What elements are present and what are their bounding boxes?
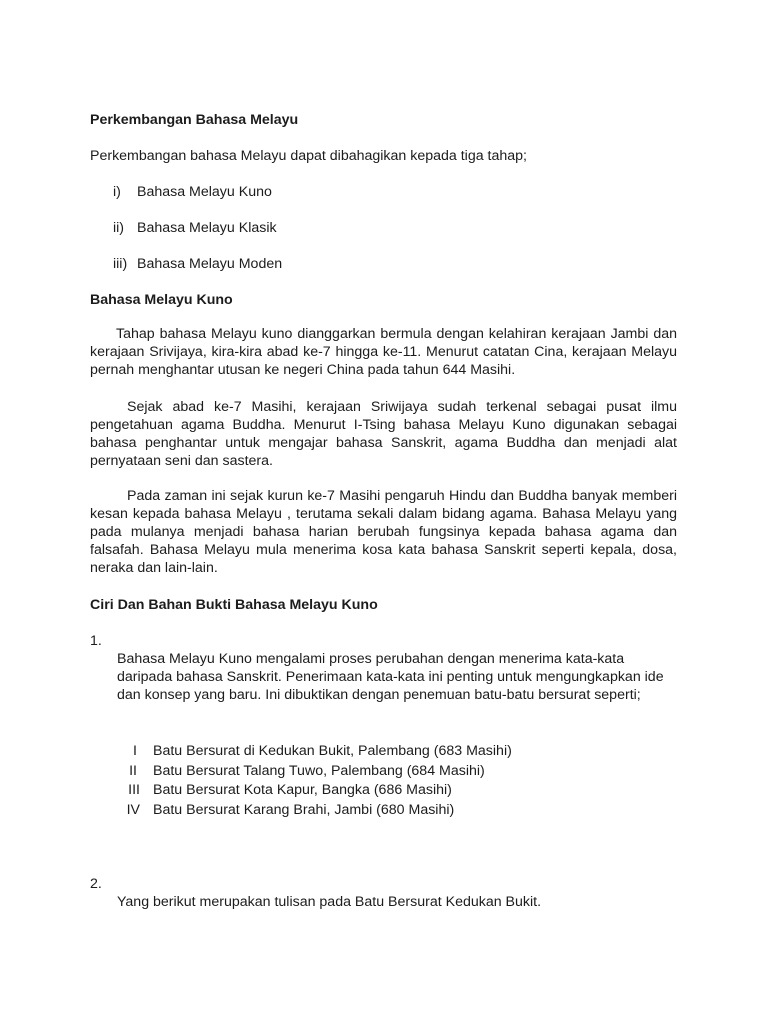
section-heading: Ciri Dan Bahan Bukti Bahasa Melayu Kuno [90, 597, 378, 613]
paragraph: Sejak abad ke-7 Masihi, kerajaan Sriwijaya sudah terkenal sebagai pusat ilmu pengetahuan agama Buddha. Menurut I-Tsing bahasa Melayu Kuno digunakan sebagai bahasa penghantar untuk mengajar bahasa Sanskrit, agama Buddha dan menjadi alat pernyataan seni dan sastera. [90, 399, 677, 469]
list-item-text: Bahasa Melayu Kuno mengalami proses perubahan dengan menerima kata-kata daripada bahasa Sanskrit. Penerimaan kata-kata ini penting untuk mengungkapkan ide dan konsep yang baru. Ini dibuktikan dengan penemuan batu-batu bersurat seperti; [117, 651, 664, 703]
stone-number: II [129, 763, 137, 779]
intro-text: Perkembangan bahasa Melayu dapat dibahagikan kepada tiga tahap; [90, 148, 527, 164]
stage-number: ii) [113, 220, 125, 236]
stone-text: Batu Bersurat di Kedukan Bukit, Palembang (683 Masihi) [153, 743, 512, 759]
list-item-number: 2. [90, 876, 102, 892]
paragraph: Tahap bahasa Melayu kuno dianggarkan bermula dengan kelahiran kerajaan Jambi dan kerajaan Srivijaya, kira-kira abad ke-7 hingga ke-11. Menurut catatan Cina, kerajaan Melayu pernah menghantar utusan ke negeri China pada tahun 644 Masihi. [90, 326, 677, 378]
paragraph: Pada zaman ini sejak kurun ke-7 Masihi pengaruh Hindu dan Buddha banyak memberi kesan kepada bahasa Melayu , terutama sekali dalam bidang agama. Bahasa Melayu yang pada mulanya menjadi bahasa harian berubah fungsinya kepada bahasa agama dan falsafah. Bahasa Melayu mula menerima kosa kata bahasa Sanskrit seperti kepala, dosa, neraka dan lain-lain. [90, 488, 677, 576]
document-title: Perkembangan Bahasa Melayu [90, 112, 299, 128]
stage-label: Bahasa Melayu Klasik [137, 220, 277, 236]
stone-text: Batu Bersurat Kota Kapur, Bangka (686 Masihi) [153, 782, 452, 798]
list-item-text: Yang berikut merupakan tulisan pada Batu Bersurat Kedukan Bukit. [117, 894, 542, 910]
section-heading: Bahasa Melayu Kuno [90, 292, 233, 308]
stage-label: Bahasa Melayu Kuno [137, 184, 272, 200]
stage-number: i) [113, 184, 121, 200]
list-item-number: 1. [90, 633, 102, 649]
stage-label: Bahasa Melayu Moden [137, 256, 283, 272]
stone-number: I [133, 743, 137, 759]
stage-number: iii) [113, 256, 128, 272]
stone-number: IV [126, 802, 140, 818]
stone-number: III [128, 782, 140, 798]
stone-text: Batu Bersurat Talang Tuwo, Palembang (684 Masihi) [153, 763, 485, 779]
stone-text: Batu Bersurat Karang Brahi, Jambi (680 Masihi) [153, 802, 455, 818]
